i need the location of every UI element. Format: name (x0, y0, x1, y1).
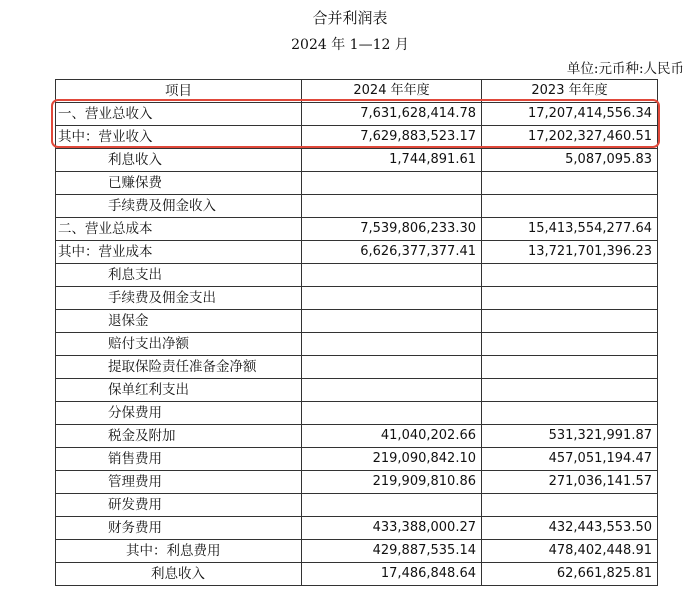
row-value-2023: 17,207,414,556.34 (482, 103, 658, 126)
row-item-label: 保单红利支出 (56, 379, 302, 402)
row-value-2024: 433,388,000.27 (302, 517, 482, 540)
row-item-label: 利息支出 (56, 264, 302, 287)
table-body (56, 103, 658, 586)
table-row (56, 149, 658, 172)
table-row (56, 356, 658, 379)
row-item-label: 财务费用 (56, 517, 302, 540)
row-item-label: 已赚保费 (56, 172, 302, 195)
unit-note: 单位:元币种:人民币 (566, 61, 684, 77)
row-value-2023 (482, 195, 658, 218)
row-value-2023 (482, 333, 658, 356)
row-value-2023: 15,413,554,277.64 (482, 218, 658, 241)
row-value-2024 (302, 494, 482, 517)
row-value-2023 (482, 287, 658, 310)
row-value-2024 (302, 402, 482, 425)
table-row (56, 310, 658, 333)
row-value-2023: 531,321,991.87 (482, 425, 658, 448)
table-row (56, 517, 658, 540)
row-value-2023 (482, 310, 658, 333)
row-value-2024 (302, 333, 482, 356)
row-item-label: 其中：利息费用 (56, 540, 302, 563)
table-row (56, 172, 658, 195)
table-row (56, 494, 658, 517)
row-value-2024 (302, 379, 482, 402)
row-value-2024: 219,909,810.86 (302, 471, 482, 494)
row-item-label: 手续费及佣金收入 (56, 195, 302, 218)
row-item-label: 手续费及佣金支出 (56, 287, 302, 310)
table-row (56, 195, 658, 218)
row-value-2023 (482, 402, 658, 425)
row-value-2024 (302, 310, 482, 333)
header-item: 项目 (56, 80, 302, 103)
row-item-label: 赔付支出净额 (56, 333, 302, 356)
table-row (56, 540, 658, 563)
table-row (56, 264, 658, 287)
table-row (56, 448, 658, 471)
row-value-2024: 41,040,202.66 (302, 425, 482, 448)
table-row (56, 103, 658, 126)
row-value-2024 (302, 287, 482, 310)
statement-title: 合并利润表 (312, 9, 388, 27)
row-value-2023: 62,661,825.81 (482, 563, 658, 586)
row-value-2024: 7,539,806,233.30 (302, 218, 482, 241)
income-statement-table (55, 79, 658, 586)
table-row (56, 241, 658, 264)
header-2023: 2023 年年度 (482, 80, 658, 103)
row-item-label: 利息收入 (56, 563, 302, 586)
row-value-2023 (482, 379, 658, 402)
row-value-2023: 432,443,553.50 (482, 517, 658, 540)
row-item-label: 销售费用 (56, 448, 302, 471)
row-item-label: 二、营业总成本 (56, 218, 302, 241)
table-row (56, 379, 658, 402)
table-row (56, 402, 658, 425)
table-row (56, 333, 658, 356)
table-row (56, 471, 658, 494)
row-value-2023: 271,036,141.57 (482, 471, 658, 494)
row-value-2024: 7,629,883,523.17 (302, 126, 482, 149)
row-value-2024: 6,626,377,377.41 (302, 241, 482, 264)
row-item-label: 税金及附加 (56, 425, 302, 448)
row-item-label: 分保费用 (56, 402, 302, 425)
row-value-2023: 478,402,448.91 (482, 540, 658, 563)
row-value-2023 (482, 264, 658, 287)
row-value-2024: 17,486,848.64 (302, 563, 482, 586)
row-value-2024: 219,090,842.10 (302, 448, 482, 471)
table-row (56, 425, 658, 448)
header-2024: 2024 年年度 (302, 80, 482, 103)
table-row (56, 563, 658, 586)
row-value-2024 (302, 172, 482, 195)
row-item-label: 管理费用 (56, 471, 302, 494)
row-value-2024: 1,744,891.61 (302, 149, 482, 172)
row-item-label: 研发费用 (56, 494, 302, 517)
row-value-2024: 429,887,535.14 (302, 540, 482, 563)
table-row (56, 287, 658, 310)
statement-period: 2024 年 1—12 月 (291, 37, 409, 53)
row-value-2023 (482, 494, 658, 517)
row-item-label: 其中：营业成本 (56, 241, 302, 264)
row-item-label: 一、营业总收入 (56, 103, 302, 126)
table-header-row (56, 80, 658, 103)
row-value-2023 (482, 172, 658, 195)
row-value-2023 (482, 356, 658, 379)
row-value-2024 (302, 195, 482, 218)
row-value-2023: 17,202,327,460.51 (482, 126, 658, 149)
row-item-label: 退保金 (56, 310, 302, 333)
row-item-label: 其中：营业收入 (56, 126, 302, 149)
row-value-2023: 457,051,194.47 (482, 448, 658, 471)
row-value-2024 (302, 264, 482, 287)
row-value-2024 (302, 356, 482, 379)
row-value-2024: 7,631,628,414.78 (302, 103, 482, 126)
table-row (56, 126, 658, 149)
row-value-2023: 5,087,095.83 (482, 149, 658, 172)
row-item-label: 利息收入 (56, 149, 302, 172)
row-value-2023: 13,721,701,396.23 (482, 241, 658, 264)
row-item-label: 提取保险责任准备金净额 (56, 356, 302, 379)
table-row (56, 218, 658, 241)
